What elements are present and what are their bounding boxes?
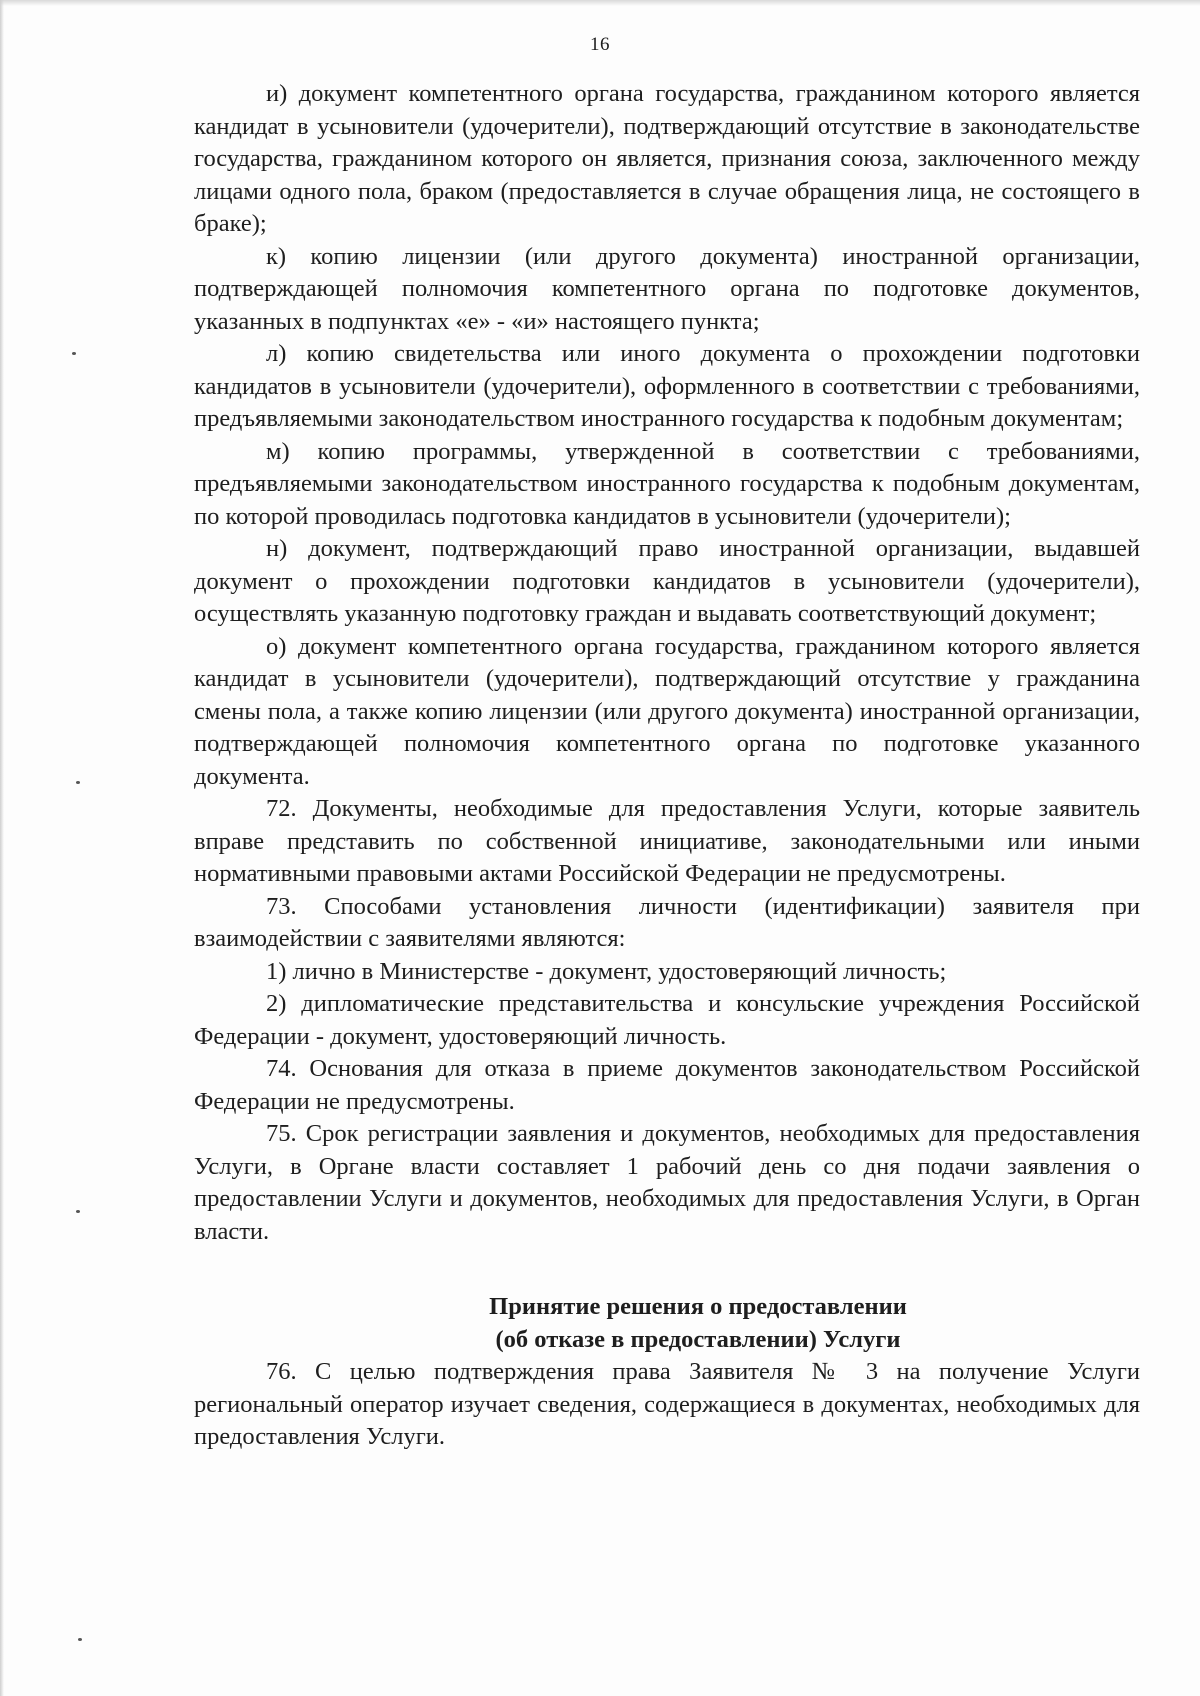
scan-edge-top (0, 0, 1200, 6)
section-heading-line-1: Принятие решения о предоставлении (489, 1293, 907, 1320)
section-heading (194, 1291, 1140, 1356)
scan-speck (78, 1638, 82, 1641)
paragraph-item-m: м) копию программы, утвержденной в соответствии с требованиями, предъявляемыми законодательством иностранного государства к подобным документам, по которой проводилась подготовка кандидатов в усыновители (удочерители); (194, 437, 1140, 530)
paragraph-73-item-1: 1) лично в Министерстве - документ, удостоверяющий личность; (266, 957, 947, 985)
document-body (194, 78, 1140, 1454)
section-heading-line-2: (об отказе в предоставлении) Услуги (495, 1325, 901, 1353)
paragraph-73-item-2: 2) дипломатические представительства и консульские учреждения Российской Федерации - документ, удостоверяющий личность. (194, 990, 1140, 1050)
paragraph-74: 74. Основания для отказа в приеме документов законодательством Российской Федерации не предусмотрены. (194, 1055, 1140, 1115)
paragraph-item-o: о) документ компетентного органа государства, гражданином которого является кандидат в усыновители (удочерители), подтверждающий отсутствие у гражданина смены пола, а также копию лицензии (или другого документа) иностранной организации, подтверждающей полномочия компетентного органа по подготовке указанного документа. (194, 632, 1140, 790)
paragraph-item-i: и) документ компетентного органа государства, гражданином которого является кандидат в усыновители (удочерители), подтверждающий отсутствие в законодательстве государства, гражданином которого он является, признания союза, заключенного между лицами одного пола, браком (предоставляется в случае обращения лица, не состоящего в браке); (194, 80, 1140, 237)
page-number: 16 (590, 34, 610, 55)
paragraph-75: 75. Срок регистрации заявления и документов, необходимых для предоставления Услуги, в Органе власти составляет 1 рабочий день со дня подачи заявления о предоставлении Услуги и документов, необходимых для предоставления Услуги, в Орган власти. (194, 1120, 1140, 1245)
scan-speck (76, 781, 80, 784)
paragraph-76: 76. С целью подтверждения права Заявителя № 3 на получение Услуги региональный оператор изучает сведения, содержащиеся в документах, необходимых для предоставления Услуги. (194, 1358, 1140, 1450)
paragraph-73: 73. Способами установления личности (идентификации) заявителя при взаимодействии с заявителями являются: (194, 892, 1140, 952)
paragraph-item-k: к) копию лицензии (или другого документа) иностранной организации, подтверждающей полномочия компетентного органа по подготовке документов, указанных в подпунктах «е» - «и» настоящего пункта; (194, 242, 1140, 335)
paragraph-item-n: н) документ, подтверждающий право иностранной организации, выдавшей документ о прохождении подготовки кандидатов в усыновители (удочерители), осуществлять указанную подготовку граждан и выдавать соответствующий документ; (194, 535, 1140, 627)
scan-speck (72, 352, 76, 355)
paragraph-item-l: л) копию свидетельства или иного документа о прохождении подготовки кандидатов в усыновители (удочерители), оформленного в соответствии с требованиями, предъявляемыми законодательством иностранного государства к подобным документам; (194, 340, 1140, 432)
scan-edge-left (0, 0, 4, 1696)
scan-speck (76, 1210, 80, 1213)
paragraph-72: 72. Документы, необходимые для предоставления Услуги, которые заявитель вправе представить по собственной инициативе, законодательными или иными нормативными правовыми актами Российской Федерации не предусмотрены. (194, 795, 1140, 887)
